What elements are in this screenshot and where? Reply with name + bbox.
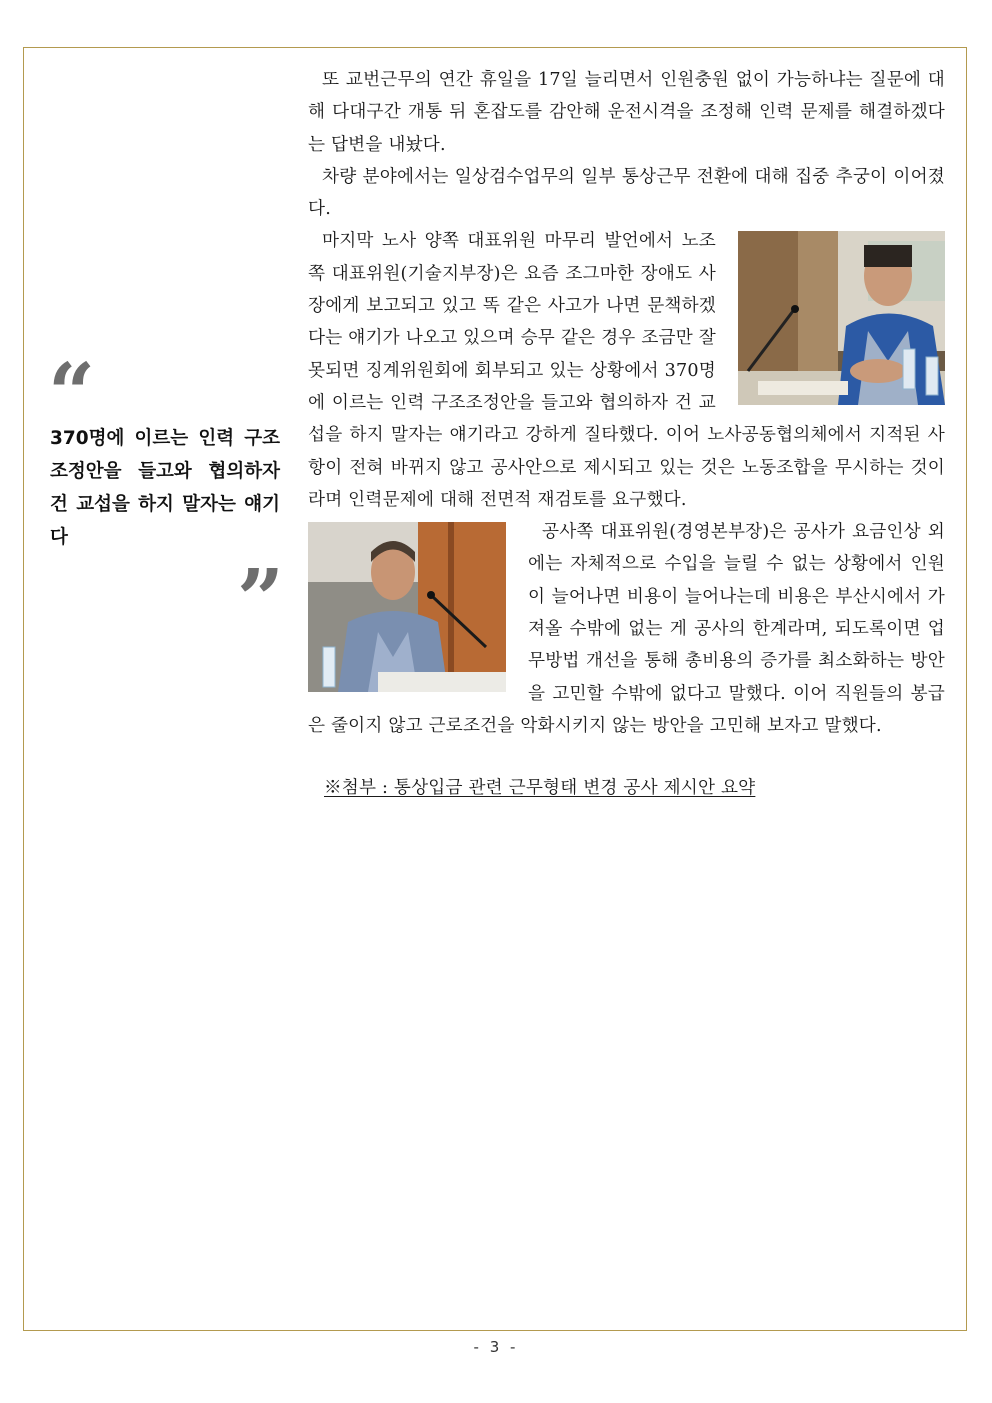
article-body bbox=[308, 64, 945, 805]
union-representative-photo bbox=[738, 231, 945, 405]
pull-quote bbox=[48, 358, 284, 626]
pull-quote-text: 370명에 이르는 인력 구조조정안을 들고와 협의하자 건 교섭을 하지 말자는 얘기다 bbox=[50, 428, 280, 548]
close-quote-icon: ” bbox=[236, 560, 284, 626]
paragraph-4: 공사쪽 대표위원(경영본부장)은 공사가 요금인상 외에는 자체적으로 수입을 늘릴 수 없는 상황에서 인원이 늘어나면 비용이 늘어나는데 비용은 부산시에서 가져올 수밖에 없는 게 공사의 한계라며, 되도록이면 업무방법 개선을 통해 총비용의 증가를 최소화하는 방안을 고민할 수밖에 없다고 말했다. 이어 직원들의 봉급은 줄이지 않고 근로조건을 악화시키지 않는 방안을 고민해 보자고 말했다. bbox=[308, 522, 945, 736]
paragraph-2: 차량 분야에서는 일상검수업무의 일부 통상근무 전환에 대해 집중 추궁이 이어졌다. bbox=[308, 166, 945, 220]
paragraph-1: 또 교번근무의 연간 휴일을 17일 늘리면서 인원충원 없이 가능하냐는 질문에 대해 다대구간 개통 뒤 혼잡도를 감안해 운전시격을 조정해 인력 문제를 해결하겠다는 답변을 내놨다. bbox=[308, 70, 945, 155]
attachment-note: ※첨부 : 통상입금 관련 근무형태 변경 공사 제시안 요약 bbox=[324, 778, 756, 799]
open-quote-icon: “ bbox=[48, 358, 96, 420]
page-number: - 3 - bbox=[473, 1338, 519, 1356]
management-representative-photo bbox=[308, 522, 506, 692]
paragraph-3: 마지막 노사 양쪽 대표위원 마무리 발언에서 노조쪽 대표위원(기술지부장)은 요즘 조그마한 장애도 사장에게 보고되고 있고 똑 같은 사고가 나면 문책하겠다는 얘기가 나오고 있으며 승무 같은 경우 조금만 잘못되면 징계위원회에 회부되고 있는 상황에서 370명에 이르는 인력 구조조정안을 들고와 협의하자 건 교섭을 하지 말자는 얘기라고 강하게 질타했다. 이어 노사공동협의체에서 지적된 사항이 전혀 바뀌지 않고 공사안으로 제시되고 있는 것은 노동조합을 무시하는 것이라며 인력문제에 대해 전면적 재검토를 요구했다. bbox=[308, 231, 945, 510]
